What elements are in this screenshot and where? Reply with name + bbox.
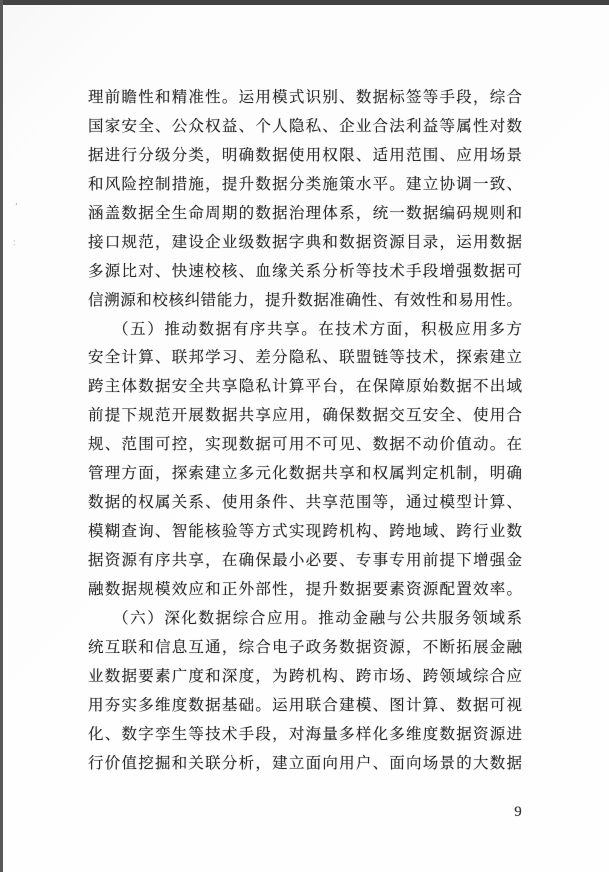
text-line: 数据的权属关系、使用条件、共享范围等，通过模型计算、 bbox=[88, 494, 522, 512]
text-line: 跨主体数据安全共享隐私计算平台，在保障原始数据不出域 bbox=[88, 378, 522, 396]
text-line: 理前瞻性和精准性。运用模式识别、数据标签等手段，综合 bbox=[88, 89, 522, 106]
text-line: 和风险控制措施，提升数据分类施策水平。建立协调一致、 bbox=[88, 175, 522, 193]
text-line: 接口规范，建设企业级数据字典和数据资源目录，运用数据 bbox=[88, 233, 522, 251]
text-line: 用夯实多维度数据基础。运用联合建模、图计算、数据可视 bbox=[88, 696, 522, 714]
text-line: 据资源有序共享，在确保最小必要、专事专用前提下增强金 bbox=[88, 552, 522, 569]
document-body bbox=[88, 84, 522, 779]
text-line: 安全计算、联邦学习、差分隐私、联盟链等技术，探索建立 bbox=[88, 349, 522, 367]
text-line-section-6-heading: （六）深化数据综合应用。推动金融与公共服务领域系 bbox=[113, 609, 522, 627]
scan-edge-top bbox=[0, 0, 609, 5]
scan-edge-left bbox=[0, 0, 3, 872]
text-line: 统互联和信息互通，综合电子政务数据资源，不断拓展金融 bbox=[88, 638, 522, 656]
text-line: 信溯源和校核纠错能力，提升数据准确性、有效性和易用性。 bbox=[88, 291, 522, 309]
text-line-section-5-heading: （五）推动数据有序共享。在技术方面，积极应用多方 bbox=[113, 320, 522, 338]
text-line: 模糊查询、智能核验等方式实现跨机构、跨地域、跨行业数 bbox=[88, 523, 522, 541]
text-line: 国家安全、公众权益、个人隐私、企业合法利益等属性对数 bbox=[88, 117, 522, 135]
text-line: 规、范围可控，实现数据可用不可见、数据不动价值动。在 bbox=[88, 436, 522, 454]
text-line: 融数据规模效应和正外部性，提升数据要素资源配置效率。 bbox=[88, 580, 522, 598]
text-line: 涵盖数据全生命周期的数据治理体系，统一数据编码规则和 bbox=[88, 204, 522, 222]
scan-speck: ʹ bbox=[14, 200, 19, 212]
page-number: 9 bbox=[514, 804, 522, 820]
text-line: 据进行分级分类，明确数据使用权限、适用范围、应用场景 bbox=[88, 146, 522, 164]
text-line: 行价值挖掘和关联分析，建立面向用户、面向场景的大数据 bbox=[88, 754, 522, 772]
text-line: 化、数字孪生等技术手段，对海量多样化多维度数据资源进 bbox=[88, 725, 522, 743]
text-line: 业数据要素广度和深度，为跨机构、跨市场、跨领域综合应 bbox=[88, 667, 522, 685]
text-line: 前提下规范开展数据共享应用，确保数据交互安全、使用合 bbox=[88, 407, 522, 425]
text-line: 管理方面，探索建立多元化数据共享和权属判定机制，明确 bbox=[88, 465, 522, 483]
text-line: 多源比对、快速校核、血缘关系分析等技术手段增强数据可 bbox=[88, 262, 522, 280]
scan-speck: ː bbox=[13, 237, 16, 247]
